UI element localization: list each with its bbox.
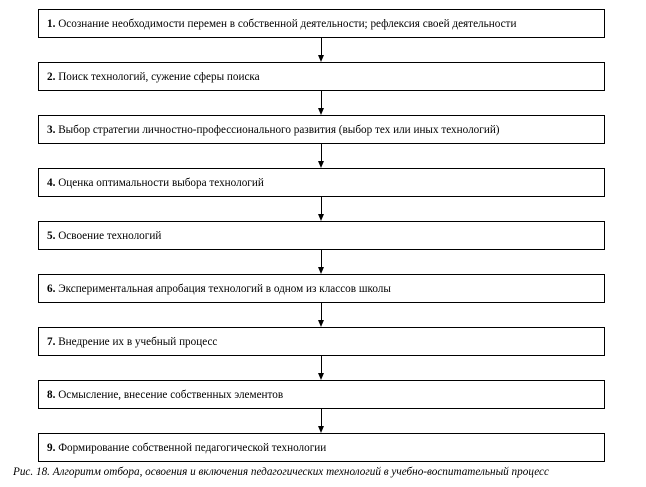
step-5-box — [38, 221, 605, 250]
step-4-number: 4. — [47, 176, 56, 189]
step-5-label: Освоение технологий — [58, 229, 162, 242]
step-6-label: Экспериментальная апробация технологий в одном из классов школы — [58, 282, 391, 295]
step-2-number: 2. — [47, 70, 56, 83]
arrow-1-2 — [321, 38, 322, 62]
arrow-7-8 — [321, 356, 322, 380]
arrow-4-5 — [321, 197, 322, 221]
arrow-8-9 — [321, 409, 322, 433]
step-4-label: Оценка оптимальности выбора технологий — [58, 176, 264, 189]
step-1-label: Осознание необходимости перемен в собственной деятельности; рефлексия своей деятельности — [58, 17, 517, 30]
step-3-number: 3. — [47, 123, 56, 136]
step-9-label: Формирование собственной педагогической технологии — [58, 441, 327, 454]
arrow-5-6 — [321, 250, 322, 274]
step-8-number: 8. — [47, 388, 56, 401]
arrow-6-7 — [321, 303, 322, 327]
step-2-label: Поиск технологий, сужение сферы поиска — [58, 70, 260, 83]
step-1-box — [38, 9, 605, 38]
step-1-number: 1. — [47, 17, 56, 30]
step-8-box — [38, 380, 605, 409]
step-9-number: 9. — [47, 441, 56, 454]
step-5-number: 5. — [47, 229, 56, 242]
step-9-box — [38, 433, 605, 462]
step-4-box — [38, 168, 605, 197]
step-7-label: Внедрение их в учебный процесс — [58, 335, 218, 348]
step-7-number: 7. — [47, 335, 56, 348]
figure-caption: Рис. 18. Алгоритм отбора, освоения и включения педагогических технологий в учебно-воспитательный процесс — [13, 466, 549, 478]
step-6-number: 6. — [47, 282, 56, 295]
step-3-box — [38, 115, 605, 144]
step-8-label: Осмысление, внесение собственных элементов — [58, 388, 284, 401]
arrow-2-3 — [321, 91, 322, 115]
step-6-box — [38, 274, 605, 303]
step-2-box — [38, 62, 605, 91]
arrow-3-4 — [321, 144, 322, 168]
step-3-label: Выбор стратегии личностно-профессионального развития (выбор тех или иных технологий) — [58, 123, 500, 136]
step-7-box — [38, 327, 605, 356]
